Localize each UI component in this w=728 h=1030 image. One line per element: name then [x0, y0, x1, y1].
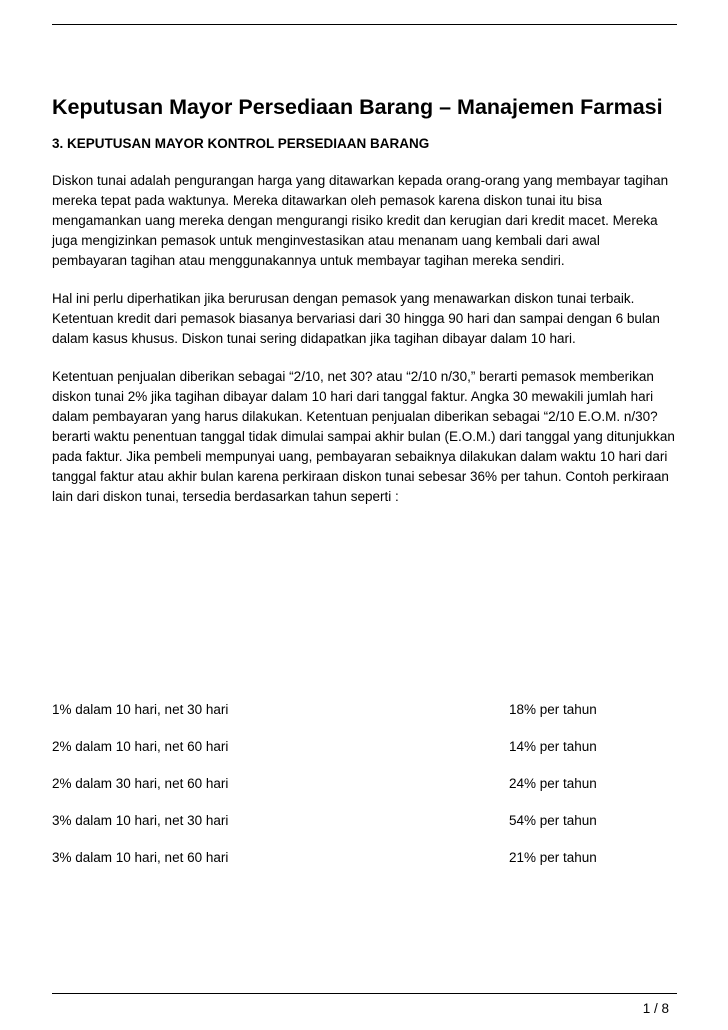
rate-value: 21% per tahun: [509, 850, 597, 865]
rate-term: 1% dalam 10 hari, net 30 hari: [52, 702, 229, 717]
rate-value: 54% per tahun: [509, 813, 597, 828]
paragraph: Diskon tunai adalah pengurangan harga yang ditawarkan kepada orang-orang yang membayar tagihan mereka tepat pada waktunya. Mereka ditawarkan oleh pemasok karena diskon tunai itu bisa mengamankan uang mereka dengan mengurangi risiko kredit dan kerugian dari kredit macet. Mereka juga mengizinkan pemasok untuk menginvestasikan atau menanam uang kembali dari awal pembayaran tagihan atau menggunakannya untuk membayar tagihan mereka sendiri.: [52, 173, 669, 268]
rate-row: [52, 848, 677, 885]
rate-term: 3% dalam 10 hari, net 30 hari: [52, 813, 229, 828]
rate-term: 2% dalam 10 hari, net 60 hari: [52, 739, 229, 754]
rate-term: 3% dalam 10 hari, net 60 hari: [52, 850, 229, 865]
rate-row: [52, 774, 677, 811]
rate-term: 2% dalam 30 hari, net 60 hari: [52, 776, 229, 791]
footer-rule: [52, 993, 677, 994]
page-number: 1 / 8: [642, 1001, 669, 1016]
rate-value: 18% per tahun: [509, 702, 597, 717]
paragraph: Ketentuan penjualan diberikan sebagai “2/10, net 30? atau “2/10 n/30,” berarti pemasok memberikan diskon tunai 2% jika tagihan dibayar dalam 10 hari dari tanggal faktur. Angka 30 mewakili jumlah hari dalam pembayaran yang harus dilakukan. Ketentuan penjualan diberikan sebagai “2/10 E.O.M. n/30? berarti waktu penentuan tanggal tidak dimulai sampai akhir bulan (E.O.M.) dari tanggal yang ditunjukkan pada faktur. Jika pembeli mempunyai uang, pembayaran sebaiknya dilakukan dalam waktu 10 hari dari tanggal faktur atau akhir bulan karena perkiraan diskon tunai sebesar 36% per tahun. Contoh perkiraan lain dari diskon tunai, tersedia berdasarkan tahun seperti :: [52, 369, 675, 504]
rate-row: [52, 737, 677, 774]
rate-row: [52, 811, 677, 848]
document-title: Keputusan Mayor Persediaan Barang – Manajemen Farmasi: [52, 95, 663, 119]
header-rule: [52, 24, 677, 25]
document-body: [52, 94, 677, 507]
rate-row: [52, 700, 677, 737]
paragraph: Hal ini perlu diperhatikan jika berurusan dengan pemasok yang menawarkan diskon tunai terbaik. Ketentuan kredit dari pemasok biasanya bervariasi dari 30 hingga 90 hari dan sampai dengan 6 bulan dalam kasus khusus. Diskon tunai sering didapatkan jika tagihan dibayar dalam 10 hari.: [52, 291, 660, 346]
rate-value: 24% per tahun: [509, 776, 597, 791]
section-heading: 3. KEPUTUSAN MAYOR KONTROL PERSEDIAAN BARANG: [52, 136, 430, 151]
rate-value: 14% per tahun: [509, 739, 597, 754]
discount-rate-list: [52, 700, 677, 885]
